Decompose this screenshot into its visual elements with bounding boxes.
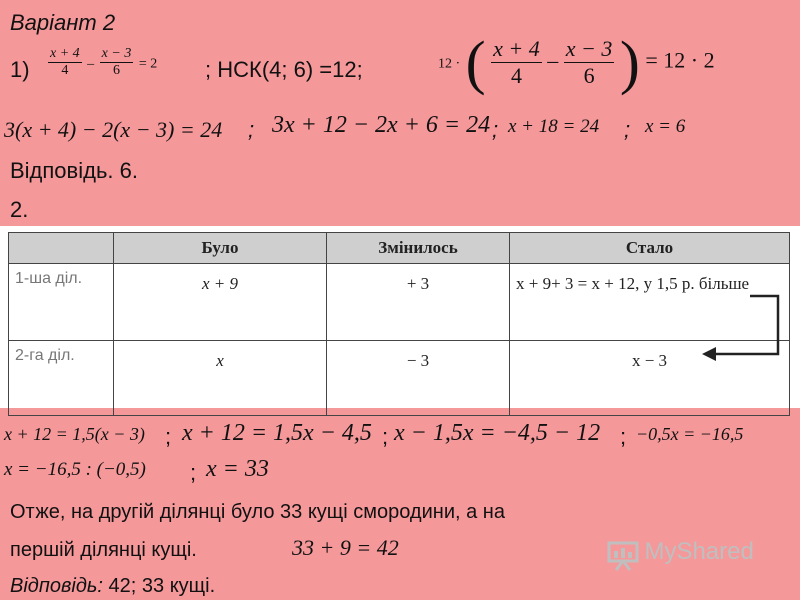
task2-number: 2.: [10, 197, 29, 222]
answer-value: 42; 33 кущі.: [102, 575, 216, 597]
task2-step-f: x = 33: [206, 456, 269, 482]
task1-step-a: 3(x + 4) − 2(x − 3) = 24: [4, 117, 223, 142]
row-label: 2-га діл.: [9, 341, 114, 416]
presentation-board-icon: [606, 539, 640, 571]
table-header-became: Стало: [510, 233, 790, 264]
task2-step-b: x + 12 = 1,5x − 4,5: [182, 420, 372, 446]
logo-text: MyShared: [644, 538, 754, 565]
cell-was: x: [114, 341, 327, 416]
task1-answer: Відповідь. 6.: [10, 158, 138, 183]
separator-semicolon: ;: [624, 117, 631, 142]
conclusion-equation: 33 + 9 = 42: [292, 535, 399, 560]
table-header-was: Було: [114, 233, 327, 264]
task1-number: 1): [10, 57, 30, 82]
conclusion-line-1: Отже, на другій ділянці було 33 кущі смородини, а на: [10, 501, 505, 523]
variant-title: Варіант 2: [10, 10, 116, 35]
table-row: [9, 264, 790, 341]
myshared-logo: [606, 538, 754, 571]
task1-step-b: 3x + 12 − 2x + 6 = 24: [272, 112, 491, 138]
answer-label: Відповідь:: [10, 575, 103, 597]
task2-answer: [10, 573, 215, 599]
separator-semicolon: ;: [248, 117, 255, 142]
task2-step-c: x − 1,5x = −4,5 − 12: [394, 420, 601, 446]
task2-step-d: −0,5x = −16,5: [636, 424, 744, 444]
cell-changed: − 3: [327, 341, 510, 416]
row-label: 1-ша діл.: [9, 264, 114, 341]
separator-semicolon: ;: [382, 424, 389, 449]
cell-changed: + 3: [327, 264, 510, 341]
separator-semicolon: ;: [492, 117, 499, 142]
separator-semicolon: ;: [165, 424, 172, 449]
cell-was: x + 9: [114, 264, 327, 341]
separator-semicolon: ;: [620, 424, 627, 449]
task2-table: [8, 232, 790, 416]
table-header-empty: [9, 233, 114, 264]
task1-step-d: x = 6: [645, 116, 686, 137]
task2-table-panel: [0, 226, 800, 408]
lcm-text: ; НСК(4; 6) =12;: [205, 57, 363, 82]
separator-semicolon: ;: [190, 460, 197, 485]
comparison-arrow-icon: [690, 290, 790, 380]
task2-step-a: x + 12 = 1,5(x − 3): [4, 424, 145, 444]
table-row: [9, 341, 790, 416]
task2-step-e: x = −16,5 : (−0,5): [4, 459, 146, 480]
task1-step-c: x + 18 = 24: [508, 116, 600, 137]
task1-equation-multiplied: 12 · ( $\frac{x + 4}{4}$ – $\frac{x - 3}{6}$ ) = 12 · 2: [438, 29, 715, 96]
cell-became: x + 9+ 3 = x + 12, у 1,5 р. більше: [510, 264, 790, 341]
table-header-changed: Змінилось: [327, 233, 510, 264]
conclusion-line-2: першій ділянці кущі.: [10, 539, 197, 561]
task1-equation: $\frac{x + 4}{4}$ – $\frac{x - 3}{6}$ = 2: [50, 46, 158, 78]
cell-became: x − 3: [510, 341, 790, 416]
